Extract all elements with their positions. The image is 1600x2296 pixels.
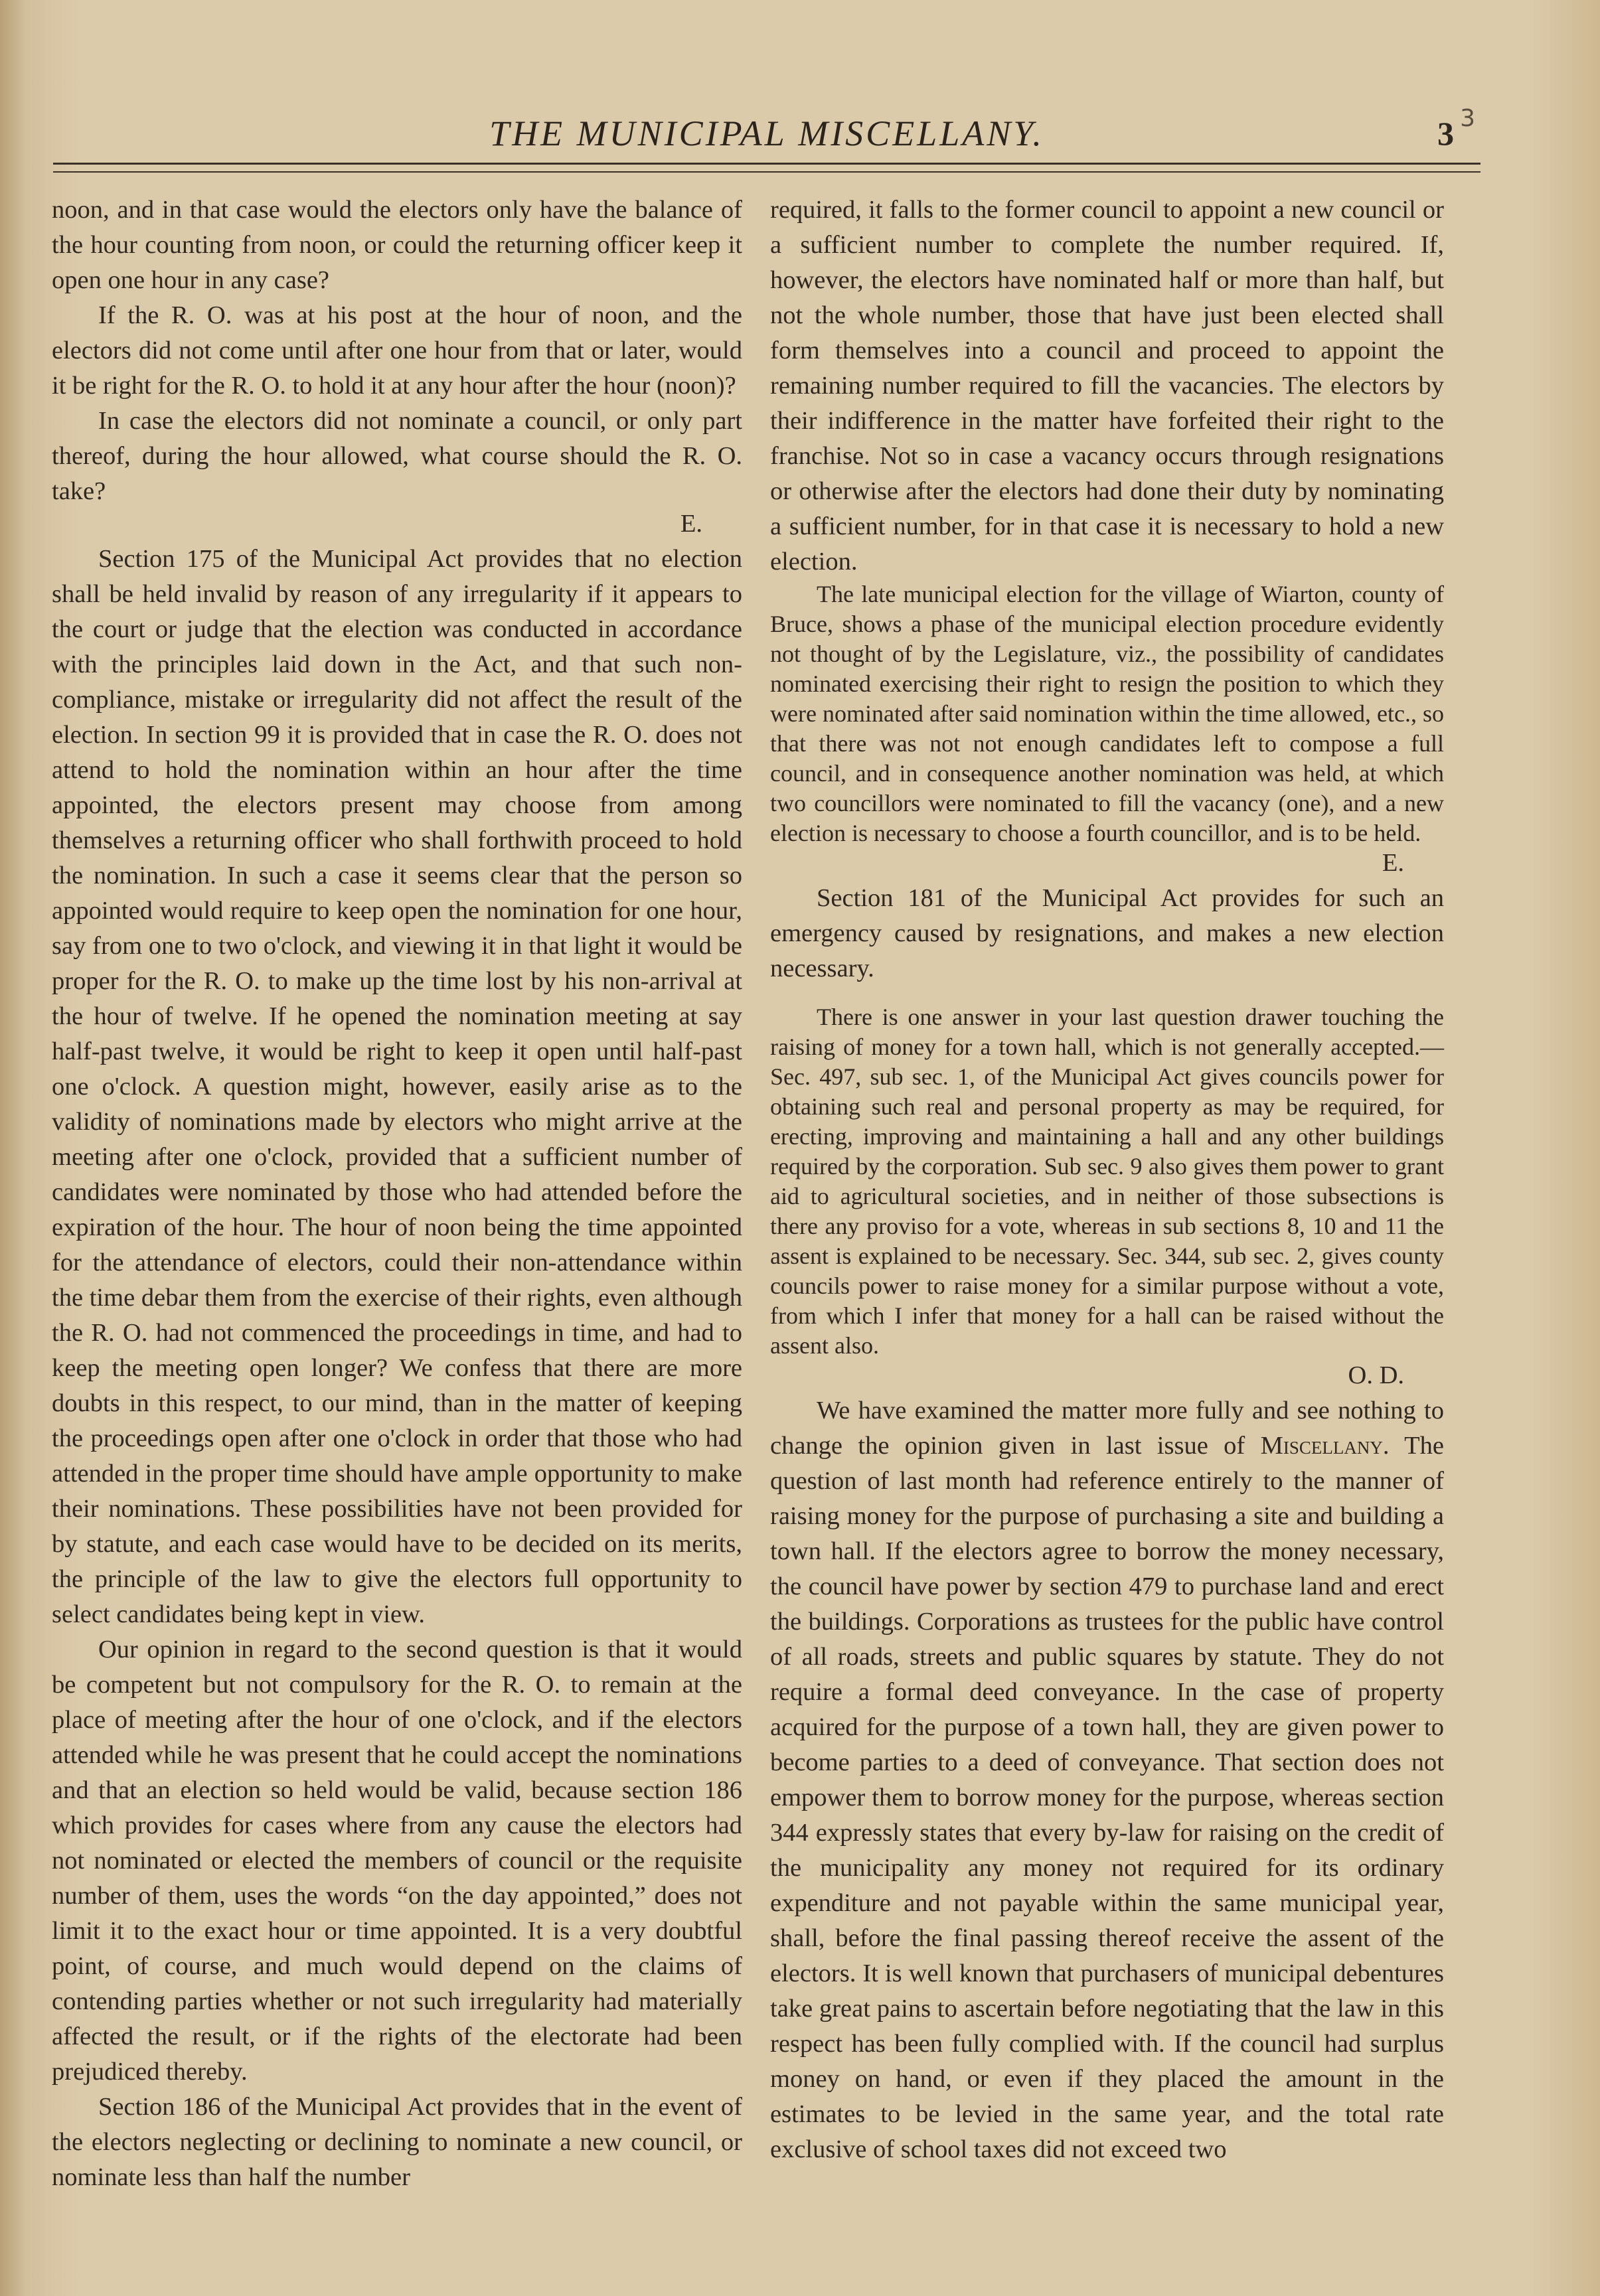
paragraph-text: The question of last month had reference entirely to the manner of raising money for the purpose of purchasing a site and building a town hall. If the electors agree to borrow the money necessary, the council have power by section 479 to purchase land and erect the buildings. Corporations as trustees for the public have control of all roads, streets and public squares by statute. They do not require a formal deed conveyance. In the case of property acquired for the purpose of a town hall, they are given power to become parties to a deed of conveyance. That section does not empower them to borrow money for the purpose, whereas section 344 expressly states that every by-law for raising on the credit of the municipality any money not required for its ordinary expenditure and not payable within the same municipal year, shall, before the final passing thereof receive the assent of the electors. It is well known that purchasers of municipal debentures take great pains to ascertain before negotiating that the law in this respect has been fully complied with. If the council had surplus money on hand, or even if they placed the amount in the estimates to be levied in the same year, and the total rate exclusive of school taxes did not exceed two (770, 1432, 1444, 2163)
paragraph: If the R. O. was at his post at the hour of noon, and the electors did not come until after one hour from that or later, would it be right for the R. O. to hold it at any hour after the hour (noon)? (52, 301, 742, 400)
page-number: 3 (1437, 115, 1454, 152)
signature: E. (1382, 849, 1404, 877)
signature: O. D. (1348, 1361, 1404, 1389)
left-column (52, 192, 742, 2195)
paragraph: noon, and in that case would the electors only have the balance of the hour counting from noon, or could the returning officer keep it open one hour in any case? (52, 196, 742, 294)
paragraph: required, it falls to the former council to appoint a new council or a sufficient number to complete the number required. If, however, the electors have nominated half or more than half, but not the whole number, those that have just been elected shall form themselves into a council and proceed to appoint the remaining number required to fill the vacancies. The electors by their indifference in the matter have forfeited their right to the franchise. Not so in case a vacancy occurs through resignations or otherwise after the electors had done their duty by nominating a sufficient number, for in that case it is necessary to hold a new election. (770, 196, 1444, 575)
paragraph: In case the electors did not nominate a council, or only part thereof, during the hour allowed, what course should the R. O. take? (52, 407, 742, 505)
publication-name: Miscellany. (1260, 1432, 1390, 1460)
handwritten-page-number: 3 (1460, 105, 1475, 132)
running-title: THE MUNICIPAL MISCELLANY. (489, 114, 1044, 153)
letter-paragraph: The late municipal election for the village of Wiarton, county of Bruce, shows a phase of the municipal election procedure evidently not thought of by the Legislature, viz., the possibility of candidates nominated exercising their right to resign the position to which they were nominated after said nomination within the time allowed, etc., so that there was not not enough candidates left to compose a full council, and in consequence another nomination was held, at which two councillors were nominated to fill the vacancy (one), and a new election is necessary to choose a fourth councillor, and is to be held. (770, 581, 1444, 846)
page-header (53, 105, 1480, 159)
paragraph (770, 1393, 1444, 2167)
paragraph: Section 181 of the Municipal Act provides for such an emergency caused by resignations, and makes a new election necessary. (770, 884, 1444, 982)
paragraph: Section 186 of the Municipal Act provides that in the event of the electors neglecting or declining to nominate a new council, or nominate less than half the number (52, 2093, 742, 2191)
signature: E. (680, 510, 702, 538)
paragraph: Section 175 of the Municipal Act provides that no election shall be held invalid by reason of any irregularity if it appears to the court or judge that the election was conducted in accordance with the principles laid down in the Act, and that such non-compliance, mistake or irregularity did not affect the result of the election. In section 99 it is provided that in case the R. O. does not attend to hold the nomination within an hour after the time appointed, the electors present may choose from among themselves a returning officer who shall forthwith proceed to hold the nomination. In such a case it seems clear that the person so appointed would require to keep open the nomination for one hour, say from one to two o'clock, and viewing it in that light it would be proper for the R. O. to make up the time lost by his non-arrival at the hour of twelve. If he opened the nomination meeting at say half-past twelve, it would be right to keep it open until half-past one o'clock. A question might, however, easily arise as to the validity of nominations made by electors who might arrive at the meeting after one o'clock, provided that a sufficient number of candidates were nominated by those who had attended before the expiration of the hour. The hour of noon being the time appointed for the attendance of electors, could their non-attendance within the time debar them from the exercise of their rights, even although the R. O. had not commenced the proceedings in time, and had to keep the meeting open longer? We confess that there are more doubts in this respect, to our mind, than in the matter of keeping the proceedings open after one o'clock in order that those who had attended in the proper time should have ample opportunity to make their nominations. These possibilities have not been provided for by statute, and each case would have to be decided on its merits, the principle of the law to give the electors full opportunity to select candidates being kept in view. (52, 545, 742, 1628)
paragraph: Our opinion in regard to the second question is that it would be competent but not compulsory for the R. O. to remain at the place of meeting after the hour of one o'clock, and if the electors attended while he was present that he could accept the nominations and that an election so held would be valid, because section 186 which provides for cases where from any cause the electors had not nominated or elected the members of council or the requisite number of them, uses the words “on the day appointed,” does not limit it to the exact hour or time appointed. It is a very doubtful point, of course, and much would depend on the claims of contending parties whether or not such irregularity had materially affected the result, or if the rights of the electorate had been prejudiced thereby. (52, 1636, 742, 2086)
header-rule (53, 163, 1480, 165)
header-rule-thin (53, 171, 1480, 173)
right-column (770, 192, 1444, 2167)
letter-paragraph: There is one answer in your last question drawer touching the raising of money for a town hall, which is not generally accepted.—Sec. 497, sub sec. 1, of the Municipal Act gives councils power for obtaining such real and personal property as may be required, for erecting, improving and maintaining a hall and any other buildings required by the corporation. Sub sec. 9 also gives them power to grant aid to agricultural societies, and in neither of those subsections is there any proviso for a vote, whereas in sub sections 8, 10 and 11 the assent is explained to be necessary. Sec. 344, sub sec. 2, gives county councils power to raise money for a similar purpose without a vote, from which I infer that money for a hall can be raised without the assent also. (770, 1004, 1444, 1359)
paragraph-text: We have examined the matter more fully and see nothing to change the opinion given in last issue of (770, 1397, 1444, 1460)
